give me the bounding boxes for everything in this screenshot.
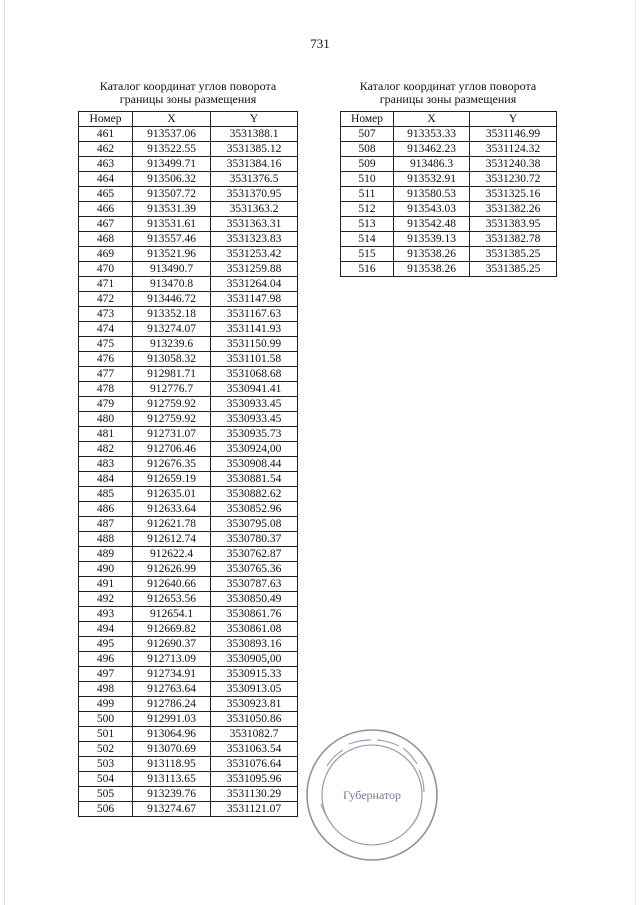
cell-number: 474 (79, 322, 133, 337)
cell-x: 913118.95 (133, 757, 211, 772)
cell-y: 3531384.16 (211, 157, 298, 172)
cell-y: 3530861.76 (211, 607, 298, 622)
cell-x: 913542.48 (394, 217, 470, 232)
cell-number: 503 (79, 757, 133, 772)
table-row (79, 697, 298, 712)
cell-y: 3530861.08 (211, 622, 298, 637)
cell-x: 913543.03 (394, 202, 470, 217)
left-catalog-caption (78, 80, 298, 106)
page-number: 731 (310, 36, 330, 51)
cell-y: 3530850.49 (211, 592, 298, 607)
cell-x: 913446.72 (133, 292, 211, 307)
table-row (341, 127, 557, 142)
cell-y: 3531370.95 (211, 187, 298, 202)
table-row (341, 142, 557, 157)
cell-x: 912659.19 (133, 472, 211, 487)
table-row (79, 382, 298, 397)
cell-number: 486 (79, 502, 133, 517)
cell-number: 475 (79, 337, 133, 352)
cell-y: 3530765.36 (211, 562, 298, 577)
table-row (79, 622, 298, 637)
cell-y: 3530915.33 (211, 667, 298, 682)
cell-x: 912786.24 (133, 697, 211, 712)
cell-x: 913239.6 (133, 337, 211, 352)
cell-y: 3531095.96 (211, 772, 298, 787)
table-row (341, 232, 557, 247)
cell-number: 468 (79, 232, 133, 247)
cell-y: 3531101.58 (211, 352, 298, 367)
cell-x: 912690.37 (133, 637, 211, 652)
cell-x: 912676.35 (133, 457, 211, 472)
cell-x: 913274.67 (133, 802, 211, 817)
cell-y: 3531385.25 (470, 262, 557, 277)
cell-x: 913353.33 (394, 127, 470, 142)
cell-x: 913239.76 (133, 787, 211, 802)
cell-y: 3531385.12 (211, 142, 298, 157)
cell-number: 497 (79, 667, 133, 682)
cell-x: 913522.55 (133, 142, 211, 157)
cell-number: 481 (79, 427, 133, 442)
cell-x: 913539.13 (394, 232, 470, 247)
cell-number: 505 (79, 787, 133, 802)
cell-y: 3530933.45 (211, 412, 298, 427)
table-row (79, 427, 298, 442)
cell-y: 3531325.16 (470, 187, 557, 202)
table-row (341, 157, 557, 172)
cell-x: 913507.72 (133, 187, 211, 202)
cell-number: 476 (79, 352, 133, 367)
cell-number: 463 (79, 157, 133, 172)
header-x: X (394, 112, 470, 127)
cell-y: 3530787.63 (211, 577, 298, 592)
cell-y: 3530852.96 (211, 502, 298, 517)
cell-number: 501 (79, 727, 133, 742)
cell-y: 3531323.83 (211, 232, 298, 247)
cell-number: 494 (79, 622, 133, 637)
cell-y: 3530795.08 (211, 517, 298, 532)
cell-number: 498 (79, 682, 133, 697)
cell-number: 495 (79, 637, 133, 652)
table-row (341, 217, 557, 232)
cell-x: 912759.92 (133, 397, 211, 412)
header-x: X (133, 112, 211, 127)
cell-x: 912763.64 (133, 682, 211, 697)
table-row (79, 712, 298, 727)
table-row (79, 637, 298, 652)
cell-x: 912621.78 (133, 517, 211, 532)
table-row (79, 232, 298, 247)
table-row (79, 202, 298, 217)
cell-y: 3530762.87 (211, 547, 298, 562)
cell-y: 3531363.31 (211, 217, 298, 232)
cell-x: 912759.92 (133, 412, 211, 427)
table-row (79, 757, 298, 772)
cell-x: 913058.32 (133, 352, 211, 367)
cell-number: 472 (79, 292, 133, 307)
cell-y: 3531147.98 (211, 292, 298, 307)
cell-number: 491 (79, 577, 133, 592)
governor-seal-stamp (303, 726, 441, 864)
table-row (79, 742, 298, 757)
cell-y: 3530913.05 (211, 682, 298, 697)
table-row (79, 172, 298, 187)
cell-y: 3531253.42 (211, 247, 298, 262)
table-row (79, 607, 298, 622)
cell-number: 512 (341, 202, 394, 217)
cell-y: 3531240.38 (470, 157, 557, 172)
table-row (79, 337, 298, 352)
table-row (79, 532, 298, 547)
cell-number: 467 (79, 217, 133, 232)
cell-number: 508 (341, 142, 394, 157)
cell-y: 3531082.7 (211, 727, 298, 742)
cell-number: 488 (79, 532, 133, 547)
cell-x: 912622.4 (133, 547, 211, 562)
cell-number: 473 (79, 307, 133, 322)
table-row (341, 172, 557, 187)
cell-y: 3531376.5 (211, 172, 298, 187)
cell-x: 913531.39 (133, 202, 211, 217)
table-row (79, 487, 298, 502)
cell-x: 913064.96 (133, 727, 211, 742)
table-row (79, 307, 298, 322)
cell-number: 502 (79, 742, 133, 757)
cell-x: 913538.26 (394, 247, 470, 262)
table-row (79, 292, 298, 307)
cell-x: 912633.64 (133, 502, 211, 517)
right-coordinates-table (340, 111, 557, 277)
cell-number: 500 (79, 712, 133, 727)
cell-y: 3531264.04 (211, 277, 298, 292)
cell-number: 496 (79, 652, 133, 667)
table-row (341, 262, 557, 277)
cell-number: 483 (79, 457, 133, 472)
table-row (79, 547, 298, 562)
table-row (79, 262, 298, 277)
cell-x: 913274.07 (133, 322, 211, 337)
cell-x: 912706.46 (133, 442, 211, 457)
cell-y: 3531230.72 (470, 172, 557, 187)
cell-x: 912635.01 (133, 487, 211, 502)
cell-y: 3530941.41 (211, 382, 298, 397)
cell-number: 492 (79, 592, 133, 607)
table-row (79, 397, 298, 412)
cell-y: 3531076.64 (211, 757, 298, 772)
cell-x: 912612.74 (133, 532, 211, 547)
cell-x: 912981.71 (133, 367, 211, 382)
cell-y: 3531382.26 (470, 202, 557, 217)
cell-number: 469 (79, 247, 133, 262)
cell-x: 912653.56 (133, 592, 211, 607)
cell-number: 499 (79, 697, 133, 712)
cell-number: 462 (79, 142, 133, 157)
cell-y: 3531382.78 (470, 232, 557, 247)
cell-number: 515 (341, 247, 394, 262)
cell-x: 913521.96 (133, 247, 211, 262)
cell-y: 3531130.29 (211, 787, 298, 802)
cell-x: 913070.69 (133, 742, 211, 757)
table-row (79, 457, 298, 472)
cell-number: 461 (79, 127, 133, 142)
table-row (79, 772, 298, 787)
table-row (79, 412, 298, 427)
table-row (341, 187, 557, 202)
right-caption-line1: Каталог координат углов поворота (359, 79, 537, 93)
cell-y: 3530933.45 (211, 397, 298, 412)
cell-y: 3531068.68 (211, 367, 298, 382)
cell-number: 506 (79, 802, 133, 817)
cell-x: 913557.46 (133, 232, 211, 247)
cell-number: 514 (341, 232, 394, 247)
cell-number: 477 (79, 367, 133, 382)
cell-number: 484 (79, 472, 133, 487)
table-row (79, 652, 298, 667)
cell-y: 3531150.99 (211, 337, 298, 352)
cell-y: 3531167.63 (211, 307, 298, 322)
cell-x: 913531.61 (133, 217, 211, 232)
cell-y: 3530881.54 (211, 472, 298, 487)
cell-x: 913352.18 (133, 307, 211, 322)
cell-y: 3531063.54 (211, 742, 298, 757)
table-row (79, 142, 298, 157)
header-y: Y (211, 112, 298, 127)
cell-number: 490 (79, 562, 133, 577)
cell-y: 3530905,00 (211, 652, 298, 667)
cell-number: 509 (341, 157, 394, 172)
cell-number: 485 (79, 487, 133, 502)
table-row (79, 247, 298, 262)
table-row (79, 187, 298, 202)
cell-number: 504 (79, 772, 133, 787)
cell-y: 3531124.32 (470, 142, 557, 157)
cell-x: 913462.23 (394, 142, 470, 157)
cell-y: 3530893.16 (211, 637, 298, 652)
table-row (79, 322, 298, 337)
table-row (79, 502, 298, 517)
cell-number: 465 (79, 187, 133, 202)
cell-x: 913532.91 (394, 172, 470, 187)
cell-y: 3531259.88 (211, 262, 298, 277)
cell-y: 3530924,00 (211, 442, 298, 457)
cell-number: 489 (79, 547, 133, 562)
table-row (79, 472, 298, 487)
header-number: Номер (79, 112, 133, 127)
table-row (79, 157, 298, 172)
cell-x: 912713.09 (133, 652, 211, 667)
table-row (79, 277, 298, 292)
table-row (79, 577, 298, 592)
cell-number: 478 (79, 382, 133, 397)
cell-y: 3530780.37 (211, 532, 298, 547)
left-coordinates-table (78, 111, 298, 817)
right-catalog-caption (340, 80, 556, 106)
cell-y: 3531050.86 (211, 712, 298, 727)
cell-x: 913470.8 (133, 277, 211, 292)
cell-y: 3531146.99 (470, 127, 557, 142)
table-row (79, 217, 298, 232)
left-caption-line2: границы зоны размещения (119, 92, 257, 106)
cell-x: 913538.26 (394, 262, 470, 277)
table-row (79, 667, 298, 682)
cell-x: 913486.3 (394, 157, 470, 172)
cell-x: 913506.32 (133, 172, 211, 187)
cell-y: 3531383.95 (470, 217, 557, 232)
table-row (341, 247, 557, 262)
cell-y: 3531385.25 (470, 247, 557, 262)
cell-x: 912991.03 (133, 712, 211, 727)
seal-ring-text-strokes (321, 740, 424, 826)
cell-number: 493 (79, 607, 133, 622)
cell-number: 516 (341, 262, 394, 277)
table-row (79, 367, 298, 382)
cell-x: 912731.07 (133, 427, 211, 442)
cell-number: 511 (341, 187, 394, 202)
cell-x: 912654.1 (133, 607, 211, 622)
cell-y: 3530882.62 (211, 487, 298, 502)
seal-center-text: Губернатор (342, 788, 402, 802)
cell-number: 510 (341, 172, 394, 187)
table-header-row (341, 112, 557, 127)
cell-y: 3531388.1 (211, 127, 298, 142)
cell-number: 513 (341, 217, 394, 232)
cell-x: 912669.82 (133, 622, 211, 637)
table-row (79, 592, 298, 607)
table-row (79, 127, 298, 142)
left-caption-line1: Каталог координат углов поворота (99, 79, 277, 93)
cell-number: 466 (79, 202, 133, 217)
table-row (79, 517, 298, 532)
table-row (79, 727, 298, 742)
cell-number: 507 (341, 127, 394, 142)
table-row (79, 562, 298, 577)
scan-edge-left (4, 0, 5, 905)
scan-edge-right (635, 0, 636, 905)
table-header-row (79, 112, 298, 127)
cell-number: 479 (79, 397, 133, 412)
cell-y: 3530923.81 (211, 697, 298, 712)
cell-number: 464 (79, 172, 133, 187)
cell-x: 913537.06 (133, 127, 211, 142)
cell-x: 912776.7 (133, 382, 211, 397)
table-row (341, 202, 557, 217)
table-row (79, 802, 298, 817)
table-row (79, 352, 298, 367)
header-number: Номер (341, 112, 394, 127)
cell-number: 482 (79, 442, 133, 457)
cell-x: 913490.7 (133, 262, 211, 277)
cell-y: 3530935.73 (211, 427, 298, 442)
cell-y: 3530908.44 (211, 457, 298, 472)
table-row (79, 442, 298, 457)
right-caption-line2: границы зоны размещения (379, 92, 517, 106)
table-row (79, 682, 298, 697)
cell-x: 912626.99 (133, 562, 211, 577)
cell-x: 913580.53 (394, 187, 470, 202)
cell-number: 480 (79, 412, 133, 427)
cell-y: 3531121.07 (211, 802, 298, 817)
cell-y: 3531363.2 (211, 202, 298, 217)
cell-x: 912640.66 (133, 577, 211, 592)
header-y: Y (470, 112, 557, 127)
cell-x: 913499.71 (133, 157, 211, 172)
cell-x: 912734.91 (133, 667, 211, 682)
cell-number: 487 (79, 517, 133, 532)
cell-y: 3531141.93 (211, 322, 298, 337)
cell-x: 913113.65 (133, 772, 211, 787)
table-row (79, 787, 298, 802)
cell-number: 471 (79, 277, 133, 292)
cell-number: 470 (79, 262, 133, 277)
